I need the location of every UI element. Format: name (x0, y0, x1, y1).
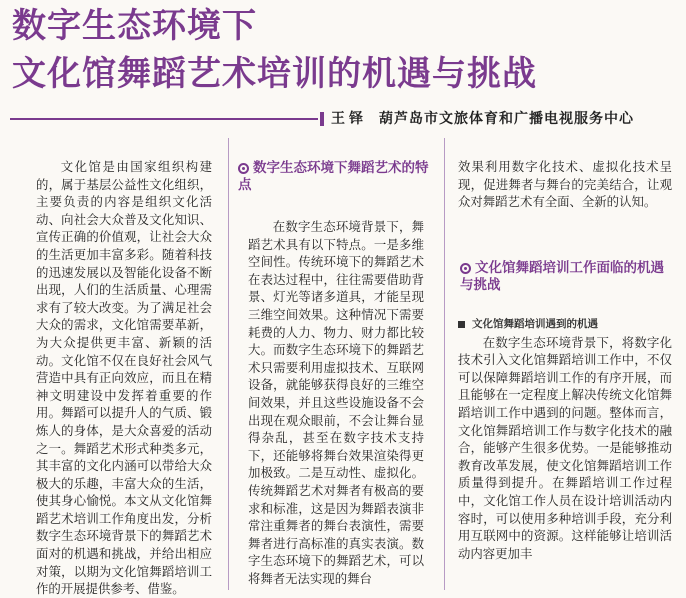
intro-paragraph: 文化馆是由国家组织构建的，属于基层公益性文化组织，主要负责的内容是组织文化活动、向社会大众普及文化知识、宣传正确的价值观，让社会大众的生活更加丰富多彩。随着科技的迅速发展以及智能化设备不断出现，人们的生活质量、心理需求有了较大改变。为了满足社会大众的需求，文化馆需要革新，为大众提供更丰富、新颖的活动。文化馆不仅在良好社会风气营造中具有正向效应，而且在精神文明建设中发挥着重要的作用。舞蹈可以提升人的气质、锻炼人的身体，是大众喜爱的活动之一。舞蹈艺术形式种类多元，其丰富的文化内涵可以带给大众极大的乐趣，丰富大众的生活，使其身心愉悦。本文从文化馆舞蹈艺术培训工作角度出发，分析数字生态环境背景下的舞蹈艺术面对的机遇和挑战，并给出相应对策，以期为文化馆舞蹈培训工作的开展提供参考、借鉴。 (36, 159, 212, 597)
column-divider-2 (444, 138, 445, 590)
column-1 (36, 158, 212, 598)
author-affiliation: 葫芦岛市文旅体育和广播电视服务中心 (379, 111, 634, 127)
byline-bar (0, 107, 686, 129)
column-3 (458, 158, 672, 211)
author-name: 王铎 (331, 111, 367, 127)
byline-rule (10, 118, 318, 120)
title-line-2: 文化馆舞蹈艺术培训的机遇与挑战 (12, 54, 537, 94)
section-1-paragraph: 在数字生态环境背景下，舞蹈艺术具有以下特点。一是多维空间性。传统环境下的舞蹈艺术在表达过程中，往往需要借助背景、灯光等诸多道具，才能呈现三维空间效果。这种情况下需要耗费的人力、物力、财力都比较大。而数字生态环境下的舞蹈艺术只需要利用虚拟技术、互联网设备，就能够获得良好的三维空间效果，并且这些设施设备不会出现在观众眼前，不会让舞台显得杂乱，甚至在数字技术支持下，还能够将舞台效果渲染得更加极致。二是互动性、虚拟化。传统舞蹈艺术对舞者有极高的要求和标准，这是因为舞蹈表演非常注重舞者的舞台表演性，需要舞者进行高标准的真实表演。数字生态环境下的舞蹈艺术，可以将舞者无法实现的舞台 (248, 219, 424, 586)
section-heading-1-text: 数字生态环境下舞蹈艺术的特点 (238, 160, 429, 193)
section-bullet-icon (238, 163, 249, 174)
subheading (458, 316, 672, 334)
section-heading-2 (460, 260, 670, 294)
section-heading-2-text: 文化馆舞蹈培训工作面临的机遇与挑战 (460, 260, 664, 293)
byline-rule-marker (320, 112, 324, 126)
column-2 (248, 218, 424, 587)
section-1-continued-paragraph: 效果利用数字化技术、虚拟化技术呈现，促进舞者与舞台的完美结合，让观众对舞蹈艺术有全面、全新的认知。 (458, 159, 672, 210)
section-2-paragraph: 在数字生态环境背景下，将数字化技术引入文化馆舞蹈培训工作中，不仅可以保障舞蹈培训工作的有序开展，而且能够在一定程度上解决传统文化馆舞蹈培训工作中遇到的问题。整体而言，文化馆舞蹈培训工作与数字化技术的融合，能够产生很多优势。一是能够推动教育改革发展，使文化馆舞蹈培训工作质量得到提升。在舞蹈培训工作过程中，文化馆工作人员在设计培训活动内容时，可以使用多种培训手段，充分利用互联网中的资源。这样能够让培训活动内容更加丰 (458, 334, 672, 561)
section-2-body (458, 316, 672, 562)
byline (331, 108, 634, 128)
section-heading-1 (238, 160, 434, 194)
title-line-1: 数字生态环境下 (12, 6, 257, 46)
section-bullet-icon (460, 263, 471, 274)
subheading-text: 文化馆舞蹈培训遇到的机遇 (472, 318, 598, 330)
square-bullet-icon (458, 321, 465, 328)
column-divider-1 (228, 138, 229, 590)
